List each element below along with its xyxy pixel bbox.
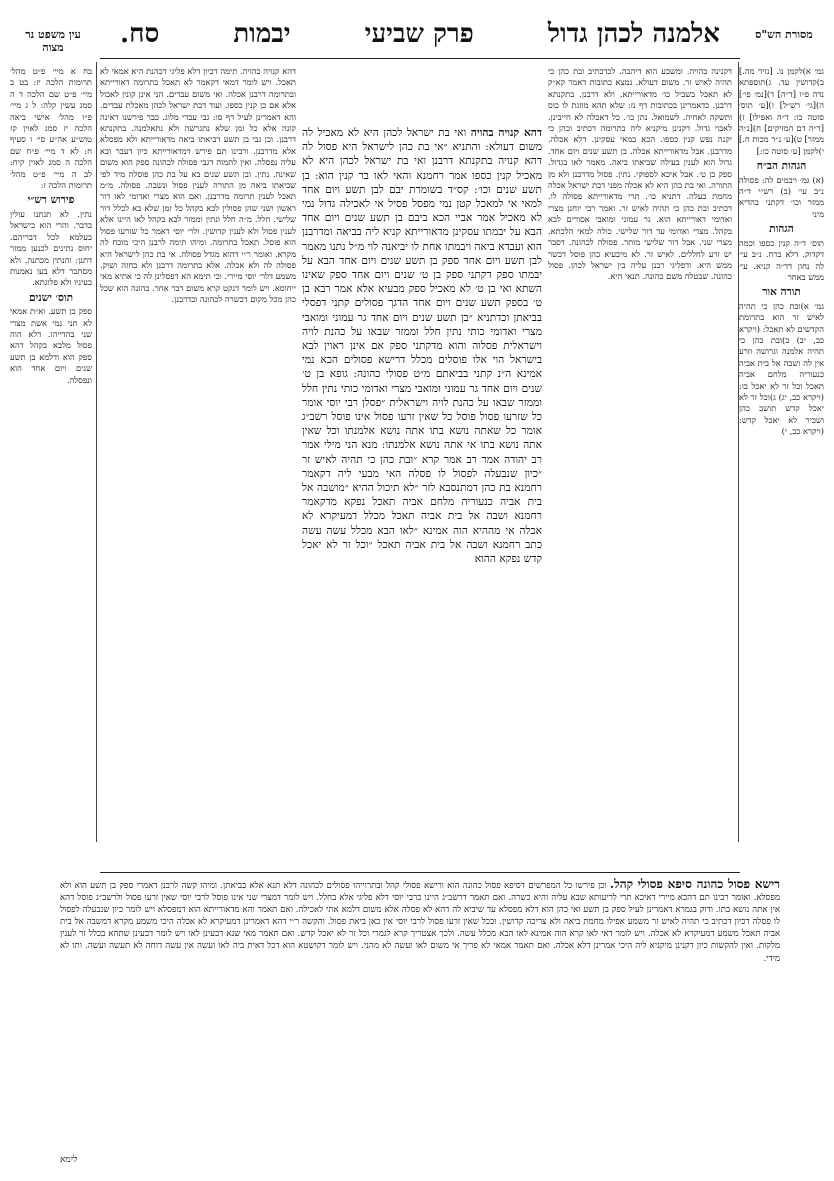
- bottom-text: וכן פירשו כל המפרשים דסיפא פסול כהונה הוא ורישא פסולי קהל ובתרוייהו פסולים לכהונה דלא תנא אלא בביאתן. ומיהו קשה לרבנן דאמרי ספק בן תשע הוא ולא מפסלא. ואומר רבינו תם דהכא מיירי דאיכא תרי לריעותא שבא עליה והיא כשרה. ואם תאמר דרשב״ג היינו כרבי יוסי דלא פליגי אלא בחלל. ויש לומר דמצרי שני אינו פוסל לרבי יוסי שאין זרעו פסול ולרשב״ג פוסל דהא אין אתה נושא בתו. ודוק בגמרא דאמרינן לעיל ספק בן תשע ואי כהן הוא דלא מפסלא עד שיביא לה דהא לא פסלה אלא משום דלמא אתי לאכילה. ואם תאמר והא מדאורייתא הוא דמפסלא ויש לומר כיון שנבעלה לפסול לו פסלה דכיון דכתיב כי תהיה לאיש זר משמע אפילו מחמת ביאה ולא צריכה קדושין. ובכל שאין זרעו פסול לרבי יוסי אין כאן ביאת פסול. והקשה ר״י דהא דאמרינן דמעיקרא לא אכלה היכי משמע מקרא דמשבה אל בית אביה תאכל משמע דמעיקרא לא אכלה. ויש לומר דאי לאו קרא הוה אמינא לאו הבא מכלל עשה. ולכך אצטריך קרא לגמרי וכל זר לא יאכל קדש. ואם תאמר מאי שנא דבעינן לאו ויש לומר דבעינן שתהא בכלל זר לענין מלקות. ואין להקשות כיון דקנינן מיקניא ליה היכי אמרינן דלא אכלה. ואם תאמר אמאי לא פריך אי משום לאו ועשה לא מהני. ויש לומר דקושטא הוא דכל דאית ביה לאו ועשה אין עשה דוחה לא תעשה ועשה. ותו לא מידי.: [60, 881, 780, 964]
- hagahot2-text: תוס׳ ד״ה קנין כספו וכמה דקדוק. דלא ברח. נ״ב עי׳ לה נחון דד״ה קניא. עי׳ ממש באחר: [739, 237, 824, 282]
- left-margin: [10, 66, 92, 766]
- tosafot-text: דהא קנויה בהויה. תימה דכיון דלא פליגי דכהנת היא אמאי לא תאכל. ויש לומר דמאי דקאמר לא תאכל בתרומה דאורייתא ובתרומה דרבנן אכלה. ואי משום עבדים. הני אינן קונין לאכול אלא אם כן קנין כספו. ועוד דבת ישראל לכהן מאכלת עבדים. והא דאמרינן לעיל דף סו: גבי עבדי מלוג. כבר פירשנו דאינה קונה אלא כל זמן שלא נתגרשה ולא נתאלמנה. בתקנתא דרבנן. וכן גבי בן תשע דביאתו ביאה מדאורייתא ולא מפסלא אלא מדרבנן. ורבינו תם פירש דמדאורייתא כיון דעבר ובא עליה נפסלה. ואין לתמוה דגבי פסולה לכהונה ספק הוא משום שאינה. נתין. ובן תשע שנים בא על בת כהן פוסלה מיד לפי שביאתו ביאה מן התורה לענין פסול ונשבה. פסולה. מ״מ תאכל לענין תרומה מדרבנן. ואם הוא מצרי ואדומי לאו דור ראשון ושני שהן פסולין לבא בקהל כל זמן שלא בא לכלל דור שלישי. חלל. מ״ה חלל ונתין וממזר לבא בקהל לאו היינו אלא לענין פסול ולא לענין קדושין. ולר׳ יוסי דאמר כל שזרעו פסול הוא פוסל. תאכל בתרומה. ומיהו תימה לרבנן היכי מוכח לה מקרא. ואומר ר״י דהוא מגדל פסולה. אי בת כהן לישראל היא פסולה לה ולא אכלה. אלא בתרומה דרבנן ולא בחזה ושוק. משמע דלר׳ יוסי מיירי. וכי תימא הא דפסלינן לה כי אתיא מאי ייחוסא. ויש לומר דנקט קרא משום דבר אחר. כהונה הוא שכל כהן מכל מקום דכשרה לכהונה ובדרבנן.: [100, 66, 296, 305]
- rashi-text: דקנינה בהויה. ומשבע הוא דיהבה. לכדכתיב ובת כהן כי תהיה לאיש זר. משום דעולא. נמצא כתובות דאמר קא״ק לא תאכל בשביל כו׳ מדאורייתא. ולא דרבנן. בתקנתא דרבנן. כדאמרינן בכתובות דף נז: שלא תהא מוזגת לו כוס ותשקה לאחיה. לשמואל. נתן כו׳. כל דאכלה לא חייבינן. לאבוי גדול. דקנינן מיקניא ליה בתרומה דכתיב וכהן כי יקנה נפש קנין כספו. הכא במאי עסקינן. דלא אכלה. מדרבנן. אבל מדאורייתא אכלה. בן תשע שנים ויום אחד. גדול הוא לענין בעילה שביאתו ביאה. מאמר לאו בגדול. ספק בן ט׳. אבל איכא לספוקי. נתין. פסול מדרבנן ולא מן התורה. ואי בת כהן היא לא אכלה מפני דבת ישראל אכלה מחמת בעלה. דתניא כו׳. תרי מדאורייתא פסולה לו. דכתיב ובת כהן כי תהיה לאיש זר. ואמר רבי יוחנן מצרי ואדומי דאורייתא הוא. גר עמוני ומואבי אסורים לבא בקהל. מצרי ואדומי עד דור שלישי. כולה למאי הלכתא. מצרי שני. אבל דור שלישי מותר. פסולה לכהונה. דסבר יש זרע לחללים. לאיש זר. לא מיבעיא כהן פוסל דכשר ממש היא. ודפליגי רבנן עליה בין ישראל לכהן. פסול כהונה. שבטלה משם כהונה. תנאי היא.: [548, 66, 732, 282]
- masoret-header: מסורת הש"ס: [755, 28, 813, 41]
- hagahot-title: הגהות הב״ח: [756, 160, 807, 173]
- gemara-text: ואי בת ישראל לכהן היא לא מאכיל לה משום דעולא: והתניא ״אי בת כהן לישראל היא פסול לה דהא קנויה בתקנתא דרבנן ואי בת ישראל לכהן היא לא מאכיל קנין כספו אמר רחמנא והאי לאו בר קנין הוא: בן תשע שנים וכו׳: קס״ד בשומרת יבם לבן תשע ויום אחד למאי אי למאכל קטן נמי מפסל פסיל אי לאכילה גדול נמי לא מאכיל אמר אביי הכא ביבם בן תשע שנים ויום אחד הבא על יבמתו עסקינן מדאורייתא קניא ליה בביאה ומדרבנן הוא ועבדא ביאה ויבמתו אחת לו יביאנה לוי מ״ל נתנו מאמר לבן תשע ויום אחד ספק בן תשע שנים ויום אחד הבא על יבמתו ספק דקתני ספק בן ט׳ שנים ויום אחד ספק שאינו השתא ואי בן ט׳ לא מאכיל ספק מבעיא אלא אמר רבא בן ט׳ בספק תשע שנים ויום אחד הדגך פסולים קתני דפסלי בביאתן וכדתניא ״בן תשע שנים ויום אחד גר עמוני ומואבי מצרי ואדומי כותי נתין חלל וממזר שבאו על כהנת לויה וישראלית פסלוה והוא מדקתני ספק אם אינן ראוין לבא בישראל הוי אלו פוסלים מכלל דרישא פסולים הכא נמי אמינא ה״נ קתני בביאתם מ״ט פסולי כהונה: גופא בן ט׳ שנים ויום אחד גר עמוני ומואבי מצרי ואדומי כותי נתין חלל וממזר שבאו על כהנת לויה וישראלית ״פסלן רבי יוסי אומר כל שזרעו פסול פוסל כל שאין זרעו פסול אינו פוסל רשב״ג אומר כל שאתה נושא בתו אתה נושא אלמנתו וכל שאין אתה נושא בתו אי אתה נושא אלמנתו: מנא הני מילי אמר רב יהודה אמר רב אמר קרא ״ובת כהן כי תהיה לאיש זר ״כיון שנבעלה לפסול לו פסלה האי מבעי ליה דקאמר רחמנא בת כהן דמתנסבא לזר ״לא תיכול ההיא ״מושבה אל בית אביה כנעוריה מלחם אביה תאכל נפקא מדקאמר רחמנא ושבה אל בית אביה תאכל מכלל דמעיקרא לא אכלה אי מההיא הוה אמינא ״לאו הבא מכלל עשה עשה כתב רחמנא ושבה אל בית אביה תאכל ״וכל זר לא יאכל קדש נפקא ההוא: [302, 127, 542, 566]
- bottom-rule: [100, 872, 740, 873]
- right-margin: [739, 66, 824, 766]
- tractate-name: יבמות: [233, 19, 291, 49]
- masoret-text: גמ׳ א)לקמן נו. [נזיר מה.] ב)קדושין עד. ג)תוספתא נדה פ״ו [ד״ה] ד)[נמ׳ פי׳] ה)[גי׳ רש״ל] ו)[ע׳ תוס׳ סוטה כו: ד״ה ואפילו] ז)[ד״ה דם המזיקים] ח)[נ״ה ממזר] ט)[ע׳ נ״ר מכות ח.] י)לקמן [ע׳ סוטה כו:]: [739, 66, 824, 156]
- rashi-note-title: פירוש רש״י: [27, 194, 75, 207]
- gemara-paragraph: [302, 126, 542, 566]
- hagahot-text: (א) גמ׳ ויבמים לה: פסולה נ״ב עי׳ (ב) רש״י ד״ה ממזר וכו׳ דקתני בהדיא מיני: [739, 174, 824, 219]
- chapter-name: פרק שביעי: [364, 19, 474, 49]
- hagahot2-title: הגהות: [769, 223, 794, 236]
- gemara-opening: דהא קנויה בהויה: [470, 127, 542, 139]
- tosafot-note-text: ספק בן תשע. וא״ת אמאי לא תני נמי אשת מצרי שני בהדייהו. דלא הוה פסול מלבא בקהל דהא ספק הוא ודלמא בן תשע שנים ויום אחד הוא ונפסלה.: [10, 306, 92, 385]
- ein-mishpat-text: בח א מיי׳ פ״ט מהל׳ תרומות הלכה יז: בט ב מיי׳ פ״ט שם הלכה ד ה סמג עשין קלה: ל ג מיי׳ פ״ו מהל׳ אישי ביאה הלכה יז סמג לאוין קז טוש״ע אה״ע סי׳ ו סעיף ח: לא ד מיי׳ פ״ח שם הלכה ה סמג לאוין קיח: לב ה מיי׳ פ״ט מהל׳ תרומות הלכה ז:: [10, 66, 92, 191]
- rashi-column: [548, 66, 732, 866]
- tosafot-column: [100, 66, 296, 866]
- torah-title: תורה אור: [762, 286, 801, 299]
- rashi-note-text: נתין. לא תנתנו עולין בדבר. והרי הוא כישראל בעלמא לכל דבריהם. יחוס נתינים לכנען ממזר דתנן: והנתין מכתנה. ולא מסתבר דלא בעו נאמנות בעיניו ולא פלוגתא.: [10, 208, 92, 288]
- page-header: [120, 14, 720, 54]
- torah-text: גמ׳ א)ובת כהן כי תהיה לאיש זר הוא בתרומת הקדשים לא תאכל: (ויקרא כב, יב) ב)ובת כהן כי תהיה אלמנה וגרושה וזרע אין לה ושבה אל בית אביה כנעוריה מלחם אביה תאכל וכל זר לא יאכל בו: (ויקרא כב, יג) ג)וכל זר לא יאכל קדש תושב כהן ושכיר לא יאכל קדש: (ויקרא כב, י): [739, 300, 824, 437]
- page-number: סח.: [120, 19, 160, 49]
- margin-divider-left: [96, 62, 97, 842]
- bottom-commentary: [60, 878, 780, 1138]
- catchword: לימא: [60, 1155, 78, 1165]
- gemara-column: [302, 126, 542, 866]
- tosafot-note-title: תוס׳ ישנים: [28, 291, 74, 304]
- margin-divider-right: [738, 62, 739, 842]
- bottom-lead: רישא פסול כהונה סיפא פסולי קהל.: [609, 878, 780, 891]
- header-rule: [100, 58, 740, 59]
- ein-mishpat-header: עין משפט נר מצוה: [25, 28, 81, 54]
- chapter-title: אלמנה לכהן גדול: [547, 19, 720, 49]
